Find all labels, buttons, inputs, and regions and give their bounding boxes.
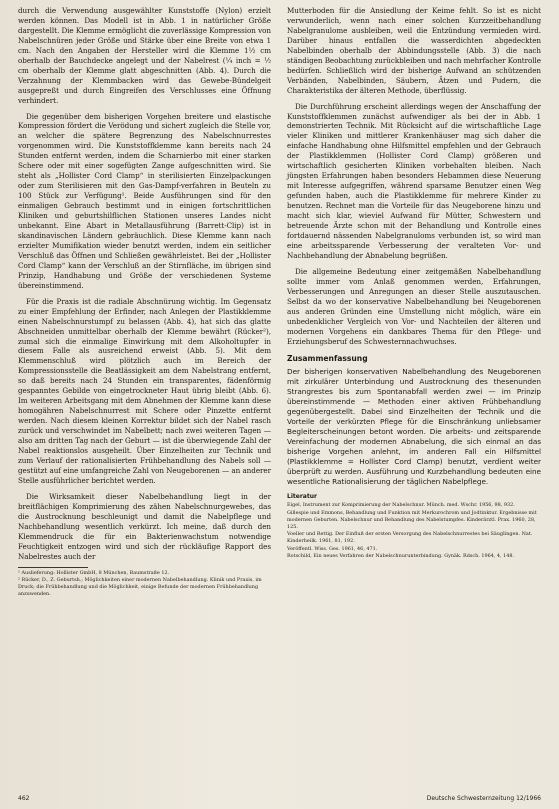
reference-item: Eigel, Instrument zur Komprimierung der Nabelschnur. Münch. med. Wschr. 1956, 98, 932. [287, 502, 515, 509]
body-paragraph: Die Durchführung erscheint allerdings wegen der Anschaffung der Kunststoffklemmen zunächst aufwendiger als bei der in Abb. 1 demonstrierten Technik. Mit Rücksicht auf die wirtschaftliche Lage vieler Kliniken und mittlerer Krankenhäuser mag sich daher die einfache Handhabung ohne Hilfsmittel empfehlen und der Gebrauch der Plastikklemmen (Hollister Cord Clamp) größeren und wirtschaftlich gesicherten Kliniken vorbehalten bleiben. Nach jüngsten Erfahrungen haben besonders Hebammen diese Neuerung mit Interesse aufgegriffen, während sparsame Benutzer einen Weg gefunden haben, auch die Plastikklemme für mehrere Kinder zu benutzen. Rechnet man die Vorteile für das Neugeborene hinzu und macht sich klar, wieviel Aufwand für Mütter, Schwestern und betreuende Ärzte schon mit der Behandlung und Kontrolle eines fortdauernd nässenden Nabelgranuloms verbunden ist, so wird man eine arbeitssparende Verbesserung der veralteten Vor- und Nachbehandlung der Abnabelung begrüßen. [287, 101, 541, 260]
footnote: ¹ Auslieferung: Hollister GmbH, 8 München, Baumstraße 12. [18, 570, 170, 577]
journal-name: Deutsche Schwesternzeitung 12/1966 [426, 795, 541, 802]
literature-heading: Literatur [287, 493, 317, 501]
body-paragraph: Die gegenüber dem bisherigen Vorgehen breitere und elastische Kompression fördert die Verödung und sichert zugleich die Stelle vor, an welcher die spätere Begrenzung des Nabelschnurrestes vorgenommen wird. Die Kunststoffklemme kann bereits nach 24 Stunden entfernt werden, indem die Scharnierbo mit einer starken Schere oder mit einer sogefügten Zange aufgeschnitten wird. Sie steht als „Hollister Cord Clamp“ in sterilisierten Einzelpackungen oder zum Sterilisieren mit den Gas-Dampf-verfahren in Beuteln zu 100 Stück zur Verfügung¹. Beide Ausführungen sind für den einmaligen Gebrauch bestimmt und in einigen fortschrittlichen Kliniken und geburtshilflichen Stationen unseres Landes nicht unbekannt. Eine Abart in Metallausführung (Barrett-Clip) ist in skandinavischen Ländern gebräuchlich. Diese Klemme kann nach erzielter Mumifikation wieder benutzt werden, indem ein seitlicher Verschluß das Öffnen und Schließen gewährleistet. Bei der „Hollister Cord Clamp“ kann der Verschluß an der Stirnfläche, im übrigen sind Prinzip, Handhabung und Größe der verschiedenen Systeme übereinstimmend. [18, 111, 271, 290]
body-paragraph: Mutterboden für die Ansiedlung der Keime fehlt. So ist es nicht verwunderlich, wenn nach einer solchen Kurzzeitbehandlung Nabelgranulome ausbleiben, weil die Entzündung vermieden wird. Darüber hinaus entfallen die wasserdichten abgedeckten Nabelbinden oberhalb der Abbindungsstelle (Abb. 3) die nach ständigen Beobachtung zurückbleiben und nach mehrfacher Kontrolle bedürfen. Schließlich wird der bisherige Aufwand an schützenden Verbänden, Nabelbinden, Säubern, Ätzen und Pudern, die Charakteristika der älteren Methode, überflüssig. [287, 6, 541, 95]
body-paragraph: Die allgemeine Bedeutung einer zeitgemäßen Nabelbehandlung sollte immer vom Anlaß genommen werden, Erfahrungen, Verbesserungen und Anregungen an dieser Stelle auszutauschen. Selbst da wo der konservative Nabelbehandlung bei Neugeborenen aus anderen Gründen eine Umstellung nicht möglich, wäre ein unbedenklicher Vergleich von Vor- und Nachteilen der älteren und modernen Vorgehens ein dankbares Thema für den Pflege- und Erziehungsberuf des Schwesternnachwuchses. [287, 266, 541, 346]
reference-item: Gillespie und Emmons, Behandlung und Funktion mit Merkurochrom und Jodtinktur. Ergebnisse mit modernen Geburten. Nabelschnur und Behandlung des Nabelstumpfes. Kinderärztl. Prax. 1960, 28, 125. [287, 509, 537, 531]
body-paragraph: durch die Verwendung ausgewählter Kunststoffe (Nylon) erzielt werden können. Das Modell ist in Abb. 1 in natürlicher Größe dargestellt. Die Klemme ermöglicht die zuverlässige Kompression von Nabelschnüren jeder Größe und Stärke über eine Breite von etwa 1 cm. Nach den Angaben der Hersteller wird die Klemme 1½ cm oberhalb der Bauchdecke angelegt und der Nabelrest (¼ inch = ½ cm oberhalb der Klemme glatt abgeschnitten (Abb. 4). Durch die Verzahnung der Klemmbacken wird das Gewebe-Bündelgeit ausgepreßt und durch Eingreifen des Verschlusses eine Öffnung verhindert. [18, 6, 271, 105]
footnote: ² Rücker, D., Z. Geburtsh.; Möglichkeiten einer modernen Nabelbehandlung. Klinik und Praxis, im Druck; die Frühbehandlung und die Möglichkeit, einige Befunde der modernen Frühbehandlung anzuwenden. [18, 577, 262, 597]
page-number: 462 [18, 795, 30, 802]
summary-text: Der bisherigen konservativen Nabelbehandlung des Neugeborenen mit zirkulärer Unterbindung und Austrocknung des thesenunden Strangrestes bis zum Spontanabfall werden zwei — im Prinzip übereinstimmende — Methoden einer aktiven Frühbehandlung gegenübergestellt. Dabei sind Einzelheiten der Technik und die Vorteile der verkürzten Pflege für die Einschränkung unliebsamer Begleiterscheinungen betont worden. Die arbeits- und zeitsparende Vereinfachung der modernen Abnabelung, die sich einmal an das bisherige Vorgehen anlehnt, im anderen Fall ein Hilfsmittel (Plastikklemme = Hollister Cord Clamp) benutzt, verdient weiter überprüft zu werden. Ausführung und Kurzbehandlung bedeuten eine wesentliche Rationalisierung der täglichen Nabelpflege. [287, 367, 541, 487]
footnote-divider [18, 567, 88, 568]
reference-item: Veröffentl. Wiss. Ges. 1961, 46, 471. [287, 545, 378, 552]
reference-item: Voeller und Rettig. Der Einfluß der ersten Versorgung des Nabelschnurrestes bei Säuglingen. Nat. Kinderheilk. 1961, 81, 192. [287, 531, 533, 545]
reference-item: Rotschild, Ein neues Verfahren der Nabelschnurunterbindung. Gynäk. Rdsch. 1964, 4, 148. [287, 552, 515, 559]
body-paragraph: Die Wirksamkeit dieser Nabelbehandlung liegt in der breitflächigen Komprimierung des zähen Nabelschnurgewebes, das die Austrocknung beschleunigt und damit die Nabelpflege und Nachbehandlung wesentlich verkürzt. Ich meine, daß durch den Klemmendruck die für ein Bakterienwachstum notwendige Feuchtigkeit entzogen wird und sich der rückläufige Rapport des Nabelrestes auch der [18, 491, 271, 561]
left-column [18, 6, 271, 598]
right-column [287, 6, 541, 560]
body-paragraph: Für die Praxis ist die radiale Abschnürung wichtig. Im Gegensatz zu einer Empfehlung der Erfinder, nach Anlegen der Plastikklemme einen Nabelschnurstumpf zu belassen (Abb. 4), hat sich das glatte Abschneiden unmittelbar oberhalb der Klemme bewährt (Rücker²), zumal sich die einmalige Einwirkung mit dem Alkoholtupfer in diesem Falle als ausreichend erweist (Abb. 5). Mit dem Klemmenschluß wird plötzlich auch im Bereich der Kompressionsstelle die Beatlässigkeit am dem Nabelstrang entfernt, so daß bereits nach 24 Stunden ein transparentes, fädenförmig gespanntes Gebilde von eingetrockneter Haut übrig bleibt (Abb. 6). Im weiteren Arbeitsgang mit dem Abnehmen der Klemme kann diese homogähren Nabelschnurrest mit Schere oder Pinzette entfernt werden. Nach diesem kleinen Korrektur bildet sich der Nabel rasch zurück und verschwindet im Nabelbett; nach zwei weiteren Tagen — also am dritten Tag nach der Geburt — ist die überwiegende Zahl der Nabel reaktionslos ausgeheilt. Über Einzelheiten zur Technik und zum Verlauf der rationalisierten Frühbehandlung des Nabels soll — gestützt auf eine umfangreiche Zahl von Neugeborenen — an anderer Stelle ausführlicher berichtet werden. [18, 296, 271, 485]
summary-heading: Zusammenfassung [287, 354, 368, 364]
